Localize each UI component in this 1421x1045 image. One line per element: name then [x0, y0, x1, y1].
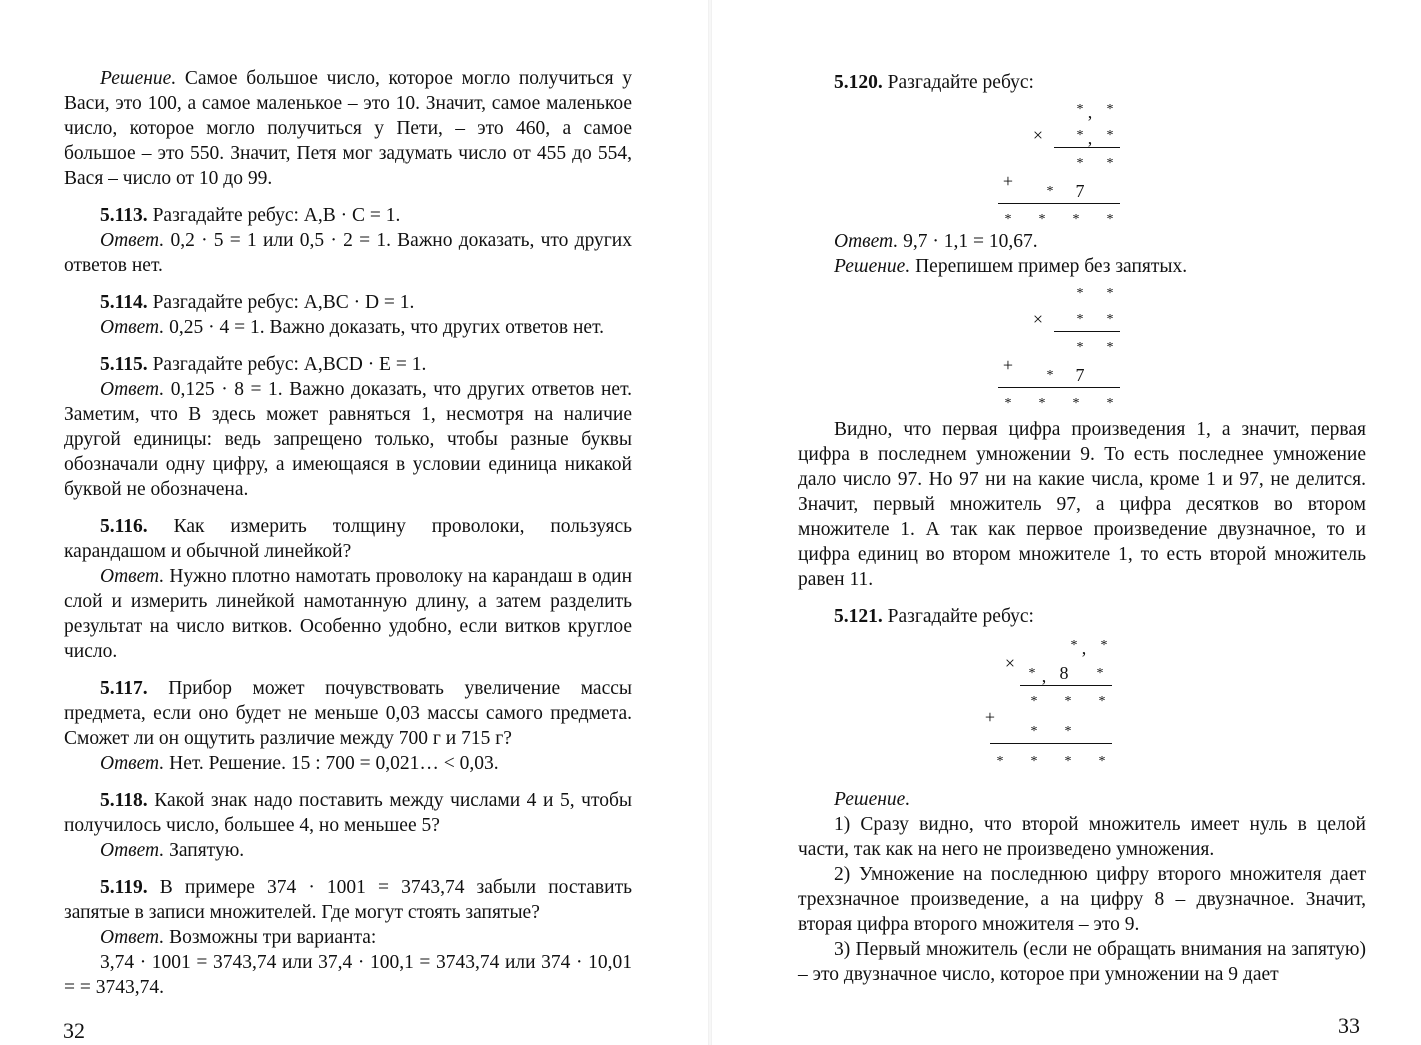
problem-5-118 [64, 788, 632, 838]
rebus-5-120-rewritten [978, 279, 1138, 413]
rebus-digit: * [1030, 694, 1038, 709]
rebus-digit: * [1064, 694, 1072, 709]
problem-text: Как измерить толщину проволоки, пользуясь карандашом и обычной линейкой? [64, 516, 632, 562]
plus-sign: + [1002, 171, 1014, 191]
rebus-digit-7: 7 [1075, 365, 1085, 385]
problem-5-117 [64, 676, 632, 751]
rebus-digit: * [1106, 156, 1114, 171]
problem-text: Прибор может почувствовать увеличение массы предмета, если оно будет не меньше 0,03 массы самого предмета. Сможет ли он ощутить различие между 700 г и 715 г? [64, 678, 632, 749]
answer-label: Ответ. [100, 317, 165, 338]
answer-5-118 [64, 838, 632, 863]
problem-text: Разгадайте ребус: A,BC · D = 1. [152, 292, 415, 313]
problem-text: В примере 374 · 1001 = 3743,74 забыли поставить запятые в записи множителей. Где могут стоять запятые? [64, 877, 632, 923]
rebus-digit: * [1100, 638, 1108, 653]
right-page-text [798, 70, 1366, 987]
problem-5-114 [64, 290, 632, 315]
solution-label: Решение. [100, 68, 177, 89]
solution-label-5-121 [798, 787, 1366, 812]
multiply-sign: × [1032, 309, 1044, 329]
rebus-5-120 [978, 95, 1138, 229]
rebus-digit: * [1028, 666, 1036, 681]
rebus-digit: * [996, 754, 1004, 769]
rebus-digit: * [1106, 396, 1114, 411]
rebus-digit: * [1098, 694, 1106, 709]
answer-5-115 [64, 377, 632, 502]
answer-label: Ответ. [834, 231, 899, 252]
solution-5-120 [798, 254, 1366, 279]
answer-text: 0,2 · 5 = 1 или 0,5 · 2 = 1. Важно доказать, что других ответов нет. [64, 230, 632, 276]
answer-text: 9,7 · 1,1 = 10,67. [903, 231, 1038, 252]
rebus-digit: * [1076, 102, 1084, 117]
left-page-text [64, 66, 632, 1000]
problem-5-120 [798, 70, 1366, 95]
problem-5-113 [64, 203, 632, 228]
solution-paragraph [64, 66, 632, 191]
answer-text: Нет. Решение. 15 : 700 = 0,021… < 0,03. [169, 753, 499, 774]
answer-5-117 [64, 751, 632, 776]
answer-label: Ответ. [100, 379, 165, 400]
problem-number: 5.121. [834, 606, 883, 627]
solution-text: Перепишем пример без запятых. [915, 256, 1188, 277]
rebus-digit: * [1076, 340, 1084, 355]
rebus-digit: * [1038, 212, 1046, 227]
rebus-line [990, 743, 1112, 744]
problem-text: Разгадайте ребус: A,BCD · E = 1. [152, 354, 427, 375]
answer-5-114 [64, 315, 632, 340]
answer-text: 0,25 · 4 = 1. Важно доказать, что других ответов нет. [169, 317, 604, 338]
rebus-digit: * [1004, 212, 1012, 227]
answer-5-113 [64, 228, 632, 278]
rebus-digit: * [1064, 724, 1072, 739]
solution-step-1: 1) Сразу видно, что второй множитель имеет нуль в целой части, так как на него не произведено умножения. [798, 814, 1366, 860]
rebus-line [1020, 685, 1112, 686]
rebus-digit: * [1076, 128, 1084, 143]
page-number: 32 [63, 1018, 85, 1043]
answer-text: Запятую. [169, 840, 245, 861]
rebus-digit: * [1098, 754, 1106, 769]
problem-5-115 [64, 352, 632, 377]
rebus-digit: * [1106, 212, 1114, 227]
problem-5-119 [64, 875, 632, 925]
rebus-digit: * [1106, 340, 1114, 355]
answer-5-119 [64, 925, 632, 950]
solution-label: Решение. [834, 256, 911, 277]
problem-number: 5.114. [100, 292, 148, 313]
rebus-digit: * [1070, 638, 1078, 653]
rebus-digit: * [1046, 368, 1054, 383]
rebus-digit: * [1072, 212, 1080, 227]
plus-sign: + [1002, 355, 1014, 375]
page-left [0, 0, 710, 1045]
solution-text: Самое большое число, которое могло получиться у Васи, это 100, а самое маленькое – это 10. Значит, самое маленькое число, которое могло получиться у Пети, – это 460, а самое большое – это 550. Значит, Петя мог задумать число от 455 до 554, Вася – число от 10 до 99. [64, 68, 633, 189]
rebus-digit: * [1106, 128, 1114, 143]
rebus-digit: * [1064, 754, 1072, 769]
rebus-comma: , [1087, 102, 1093, 122]
problem-5-121 [798, 604, 1366, 629]
problem-number: 5.115. [100, 354, 148, 375]
plus-sign: + [984, 707, 996, 727]
explanation-5-120: Видно, что первая цифра произведения 1, а значит, первая цифра в последнем умножении 9. То есть последнее умножение дало число 97. Но 97 ни на какие числа, кроме 1 и 97, не делится. Значит, первый множитель 97, а цифра десятков во втором множителе 1. А так как первое произведение двузначное, то и цифра единиц во втором множителе 1, то есть второй множитель равен 11. [798, 419, 1366, 590]
answer-label: Ответ. [100, 566, 165, 587]
answer-label: Ответ. [100, 840, 165, 861]
problem-number: 5.116. [100, 516, 148, 537]
rebus-digit: * [1072, 396, 1080, 411]
rebus-line [1054, 331, 1120, 332]
rebus-digit: * [1106, 102, 1114, 117]
rebus-digit: * [1106, 312, 1114, 327]
rebus-digit: * [1076, 312, 1084, 327]
rebus-digit: * [1046, 184, 1054, 199]
solution-step-2: 2) Умножение на последнюю цифру второго множителя дает трехзначное произведение, а на цифру 8 – двузначное. Значит, вторая цифра второго множителя – это 9. [798, 864, 1366, 935]
rebus-line [998, 387, 1120, 388]
rebus-digit: * [1030, 724, 1038, 739]
solution-step-3: 3) Первый множитель (если не обращать внимания на запятую) – это двузначное число, которое при умножении на 9 дает [798, 939, 1366, 985]
rebus-comma: , [1081, 638, 1087, 658]
answer-variants: 3,74 · 1001 = 3743,74 или 37,4 · 100,1 = 3743,74 или 374 · 10,01 = = 3743,74. [64, 952, 632, 998]
rebus-digit-8: 8 [1059, 663, 1069, 683]
answer-label: Ответ. [100, 230, 165, 251]
answer-label: Ответ. [100, 927, 165, 948]
rebus-digit: * [1096, 666, 1104, 681]
answer-text: Возможны три варианта: [169, 927, 377, 948]
answer-5-116 [64, 564, 632, 664]
page-right [710, 0, 1421, 1045]
problem-5-116 [64, 514, 632, 564]
rebus-line [1054, 147, 1120, 148]
problem-text: Разгадайте ребус: A,B · C = 1. [152, 205, 401, 226]
problem-number: 5.120. [834, 72, 883, 93]
rebus-line [998, 203, 1120, 204]
problem-text: Какой знак надо поставить между числами 4 и 5, чтобы получилось число, большее 4, но меньшее 5? [64, 790, 632, 836]
rebus-comma: , [1087, 128, 1093, 148]
rebus-digit: * [1030, 754, 1038, 769]
answer-text: 0,125 · 8 = 1. Важно доказать, что других ответов нет. Заметим, что B здесь может равняться 1, несмотря на наличие другой единицы: ведь запрещено только, чтобы разные буквы обозначали одну цифру, а имеющаяся в условии единица никакой буквой не обозначена. [64, 379, 633, 500]
answer-text: Нужно плотно намотать проволоку на карандаш в один слой и измерить линейкой намотанную длину, а затем разделить результат на число витков. Особенно удобно, если витков круглое число. [64, 566, 633, 662]
page-number: 33 [1338, 1013, 1360, 1038]
problem-number: 5.113. [100, 205, 148, 226]
problem-number: 5.119. [100, 877, 148, 898]
multiply-sign: × [1032, 125, 1044, 145]
rebus-digit: * [1004, 396, 1012, 411]
problem-text: Разгадайте ребус: [887, 72, 1034, 93]
multiply-sign: × [1004, 653, 1016, 673]
rebus-digit: * [1038, 396, 1046, 411]
rebus-digit-7: 7 [1075, 181, 1085, 201]
rebus-comma: , [1041, 666, 1047, 686]
rebus-digit: * [1076, 286, 1084, 301]
problem-text: Разгадайте ребус: [887, 606, 1034, 627]
rebus-digit: * [1106, 286, 1114, 301]
solution-label: Решение. [834, 789, 911, 810]
problem-number: 5.118. [100, 790, 148, 811]
problem-number: 5.117. [100, 678, 148, 699]
answer-label: Ответ. [100, 753, 165, 774]
rebus-5-121 [974, 629, 1134, 779]
rebus-digit: * [1076, 156, 1084, 171]
